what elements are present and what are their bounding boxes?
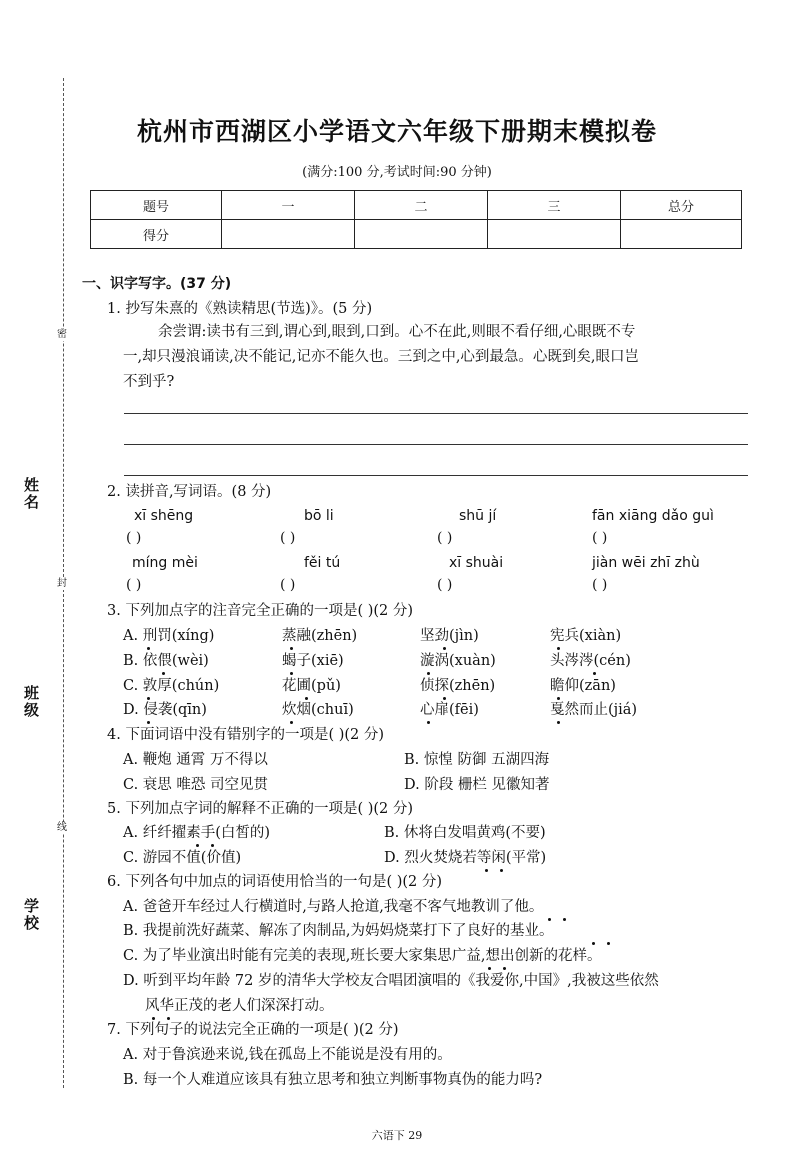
option-item: 风华正茂的老人们深深打动。: [145, 998, 334, 1014]
emphasis-dot: [593, 672, 596, 675]
table-row-label: 得分: [91, 220, 222, 249]
option-item: D. 阶段 栅栏 见徽知著: [404, 777, 550, 793]
table-header-cell: 题号: [91, 191, 222, 220]
option-item: D. 烈火焚烧若等闲(平常): [384, 850, 547, 866]
writing-line[interactable]: [124, 413, 748, 414]
emphasis-dot: [290, 672, 293, 675]
emphasis-dot: [443, 697, 446, 700]
emphasis-dot: [147, 647, 150, 650]
option-item: 坚劲(jìn): [420, 628, 479, 644]
question-3-stem: 3. 下列加点字的注音完全正确的一项是( )(2 分): [107, 603, 414, 619]
pinyin-prompt: bō li: [304, 508, 334, 524]
table-header-cell: 一: [222, 191, 355, 220]
score-cell[interactable]: [355, 220, 488, 249]
score-cell[interactable]: [488, 220, 621, 249]
pinyin-prompt: xī shēng: [134, 508, 194, 524]
emphasis-dot: [548, 918, 551, 921]
option-item: A. 对于鲁滨逊来说,钱在孤岛上不能说是没有用的。: [123, 1047, 452, 1063]
answer-blank[interactable]: ( ): [592, 530, 608, 546]
emphasis-dot: [557, 721, 560, 724]
seal-mark-mi: 密: [57, 329, 67, 340]
q1-passage-line: 不到乎?: [123, 374, 175, 390]
option-item: 漩涡(xuàn): [420, 653, 496, 669]
answer-blank[interactable]: ( ): [437, 577, 453, 593]
option-item: D. 听到平均年龄 72 岁的清华大学校友合唱团演唱的《我爱你,中国》,我被这些依然: [123, 973, 659, 989]
margin-label-char: 学: [24, 897, 40, 915]
answer-blank[interactable]: ( ): [126, 577, 142, 593]
question-5-stem: 5. 下列加点字词的解释不正确的一项是( )(2 分): [107, 801, 414, 817]
exam-info: (满分:100 分,考试时间:90 分钟): [302, 165, 492, 180]
emphasis-dot: [485, 869, 488, 872]
emphasis-dot: [211, 844, 214, 847]
table-header-cell: 三: [488, 191, 621, 220]
emphasis-dot: [488, 967, 491, 970]
emphasis-dot: [196, 844, 199, 847]
option-item: C. 衰思 唯恐 司空见贯: [123, 777, 269, 793]
option-item: 侦探(zhēn): [420, 678, 496, 694]
option-item: A. 刑罚(xíng): [123, 628, 215, 644]
score-cell[interactable]: [222, 220, 355, 249]
page-footer: 六语下 29: [371, 1129, 423, 1142]
emphasis-dot: [443, 647, 446, 650]
question-6-stem: 6. 下列各句中加点的词语使用恰当的一句是( )(2 分): [107, 874, 443, 890]
option-item: A. 爸爸开车经过人行横道时,与路人抢道,我毫不客气地教训了他。: [123, 899, 544, 915]
option-item: 蝎子(xiē): [282, 653, 344, 669]
table-header-cell: 二: [355, 191, 488, 220]
option-item: C. 敦厚(chún): [123, 678, 220, 694]
option-item: C. 为了毕业演出时能有完美的表现,班长要大家集思广益,想出创新的花样。: [123, 948, 602, 964]
seal-mark-feng: 封: [57, 578, 67, 589]
emphasis-dot: [557, 647, 560, 650]
emphasis-dot: [592, 942, 595, 945]
option-item: 戛然而止(jiá): [550, 702, 638, 718]
emphasis-dot: [563, 918, 566, 921]
option-item: C. 游园不值(价值): [123, 850, 242, 866]
score-table: [90, 190, 742, 249]
option-item: B. 惊惶 防御 五湖四海: [404, 752, 550, 768]
option-item: A. 鞭炮 通霄 万不得以: [123, 752, 268, 768]
class-label: [24, 685, 42, 719]
pinyin-prompt: fān xiāng dǎo guì: [592, 508, 714, 524]
emphasis-dot: [500, 869, 503, 872]
option-item: 头涔涔(cén): [550, 653, 631, 669]
option-item: A. 纤纤擢素手(白皙的): [123, 825, 271, 841]
page-title: 杭州市西湖区小学语文六年级下册期末模拟卷: [136, 117, 657, 146]
pinyin-prompt: míng mèi: [132, 555, 198, 571]
option-item: 心扉(fēi): [420, 702, 479, 718]
margin-label-char: 姓: [24, 476, 40, 494]
name-label: [24, 477, 42, 511]
q1-passage-line: 余尝谓:读书有三到,谓心到,眼到,口到。心不在此,则眼不看仔细,心眼既不专: [158, 324, 636, 340]
option-item: 花圃(pǔ): [282, 678, 341, 694]
answer-blank[interactable]: ( ): [280, 530, 296, 546]
emphasis-dot: [503, 967, 506, 970]
answer-blank[interactable]: ( ): [280, 577, 296, 593]
emphasis-dot: [557, 697, 560, 700]
emphasis-dot: [607, 942, 610, 945]
option-item: B. 休将白发唱黄鸡(不要): [384, 825, 546, 841]
writing-line[interactable]: [124, 444, 748, 445]
option-item: 蒸融(zhēn): [282, 628, 358, 644]
writing-line[interactable]: [124, 475, 748, 476]
emphasis-dot: [147, 721, 150, 724]
emphasis-dot: [427, 721, 430, 724]
emphasis-dot: [162, 672, 165, 675]
pinyin-prompt: jiàn wēi zhī zhù: [592, 555, 700, 571]
question-2-stem: 2. 读拼音,写词语。(8 分): [107, 484, 272, 500]
option-item: 宪兵(xiàn): [550, 628, 622, 644]
question-7-stem: 7. 下列句子的说法完全正确的一项是( )(2 分): [107, 1022, 399, 1038]
score-table-score-row: [91, 220, 742, 249]
seal-mark-xian: 线: [57, 822, 67, 833]
answer-blank[interactable]: ( ): [592, 577, 608, 593]
question-4-stem: 4. 下面词语中没有错别字的一项是( )(2 分): [107, 727, 385, 743]
margin-label-char: 班: [24, 684, 40, 702]
emphasis-dot: [290, 647, 293, 650]
emphasis-dot: [147, 697, 150, 700]
emphasis-dot: [290, 721, 293, 724]
option-item: B. 每一个人难道应该具有独立思考和独立判断事物真伪的能力吗?: [123, 1072, 543, 1088]
option-item: D. 侵袭(qīn): [123, 702, 207, 718]
section-title: 一、识字写字。(37 分): [82, 276, 232, 292]
pinyin-prompt: fěi tú: [304, 555, 341, 571]
answer-blank[interactable]: ( ): [437, 530, 453, 546]
q1-passage-line: 一,却只漫浪诵读,决不能记,记亦不能久也。三到之中,心到最急。心既到矣,眼口岂: [123, 349, 640, 365]
option-item: B. 依偎(wèi): [123, 653, 209, 669]
school-label: [24, 898, 42, 932]
question-1-stem: 1. 抄写朱熹的《熟读精思(节选)》。(5 分): [107, 301, 373, 317]
pinyin-prompt: xī shuài: [449, 555, 504, 571]
score-table-header-row: [91, 191, 742, 220]
emphasis-dot: [305, 697, 308, 700]
answer-blank[interactable]: ( ): [126, 530, 142, 546]
margin-label-char: 名: [24, 493, 40, 511]
pinyin-prompt: shū jí: [459, 508, 497, 524]
option-item: 瞻仰(zān): [550, 678, 616, 694]
score-cell[interactable]: [621, 220, 742, 249]
option-item: 炊烟(chuī): [282, 702, 354, 718]
margin-label-char: 级: [24, 701, 40, 719]
option-item: B. 我提前洗好蔬菜、解冻了肉制品,为妈妈烧菜打下了良好的基业。: [123, 923, 554, 939]
table-header-cell: 总分: [621, 191, 742, 220]
emphasis-dot: [427, 672, 430, 675]
margin-label-char: 校: [24, 914, 40, 932]
